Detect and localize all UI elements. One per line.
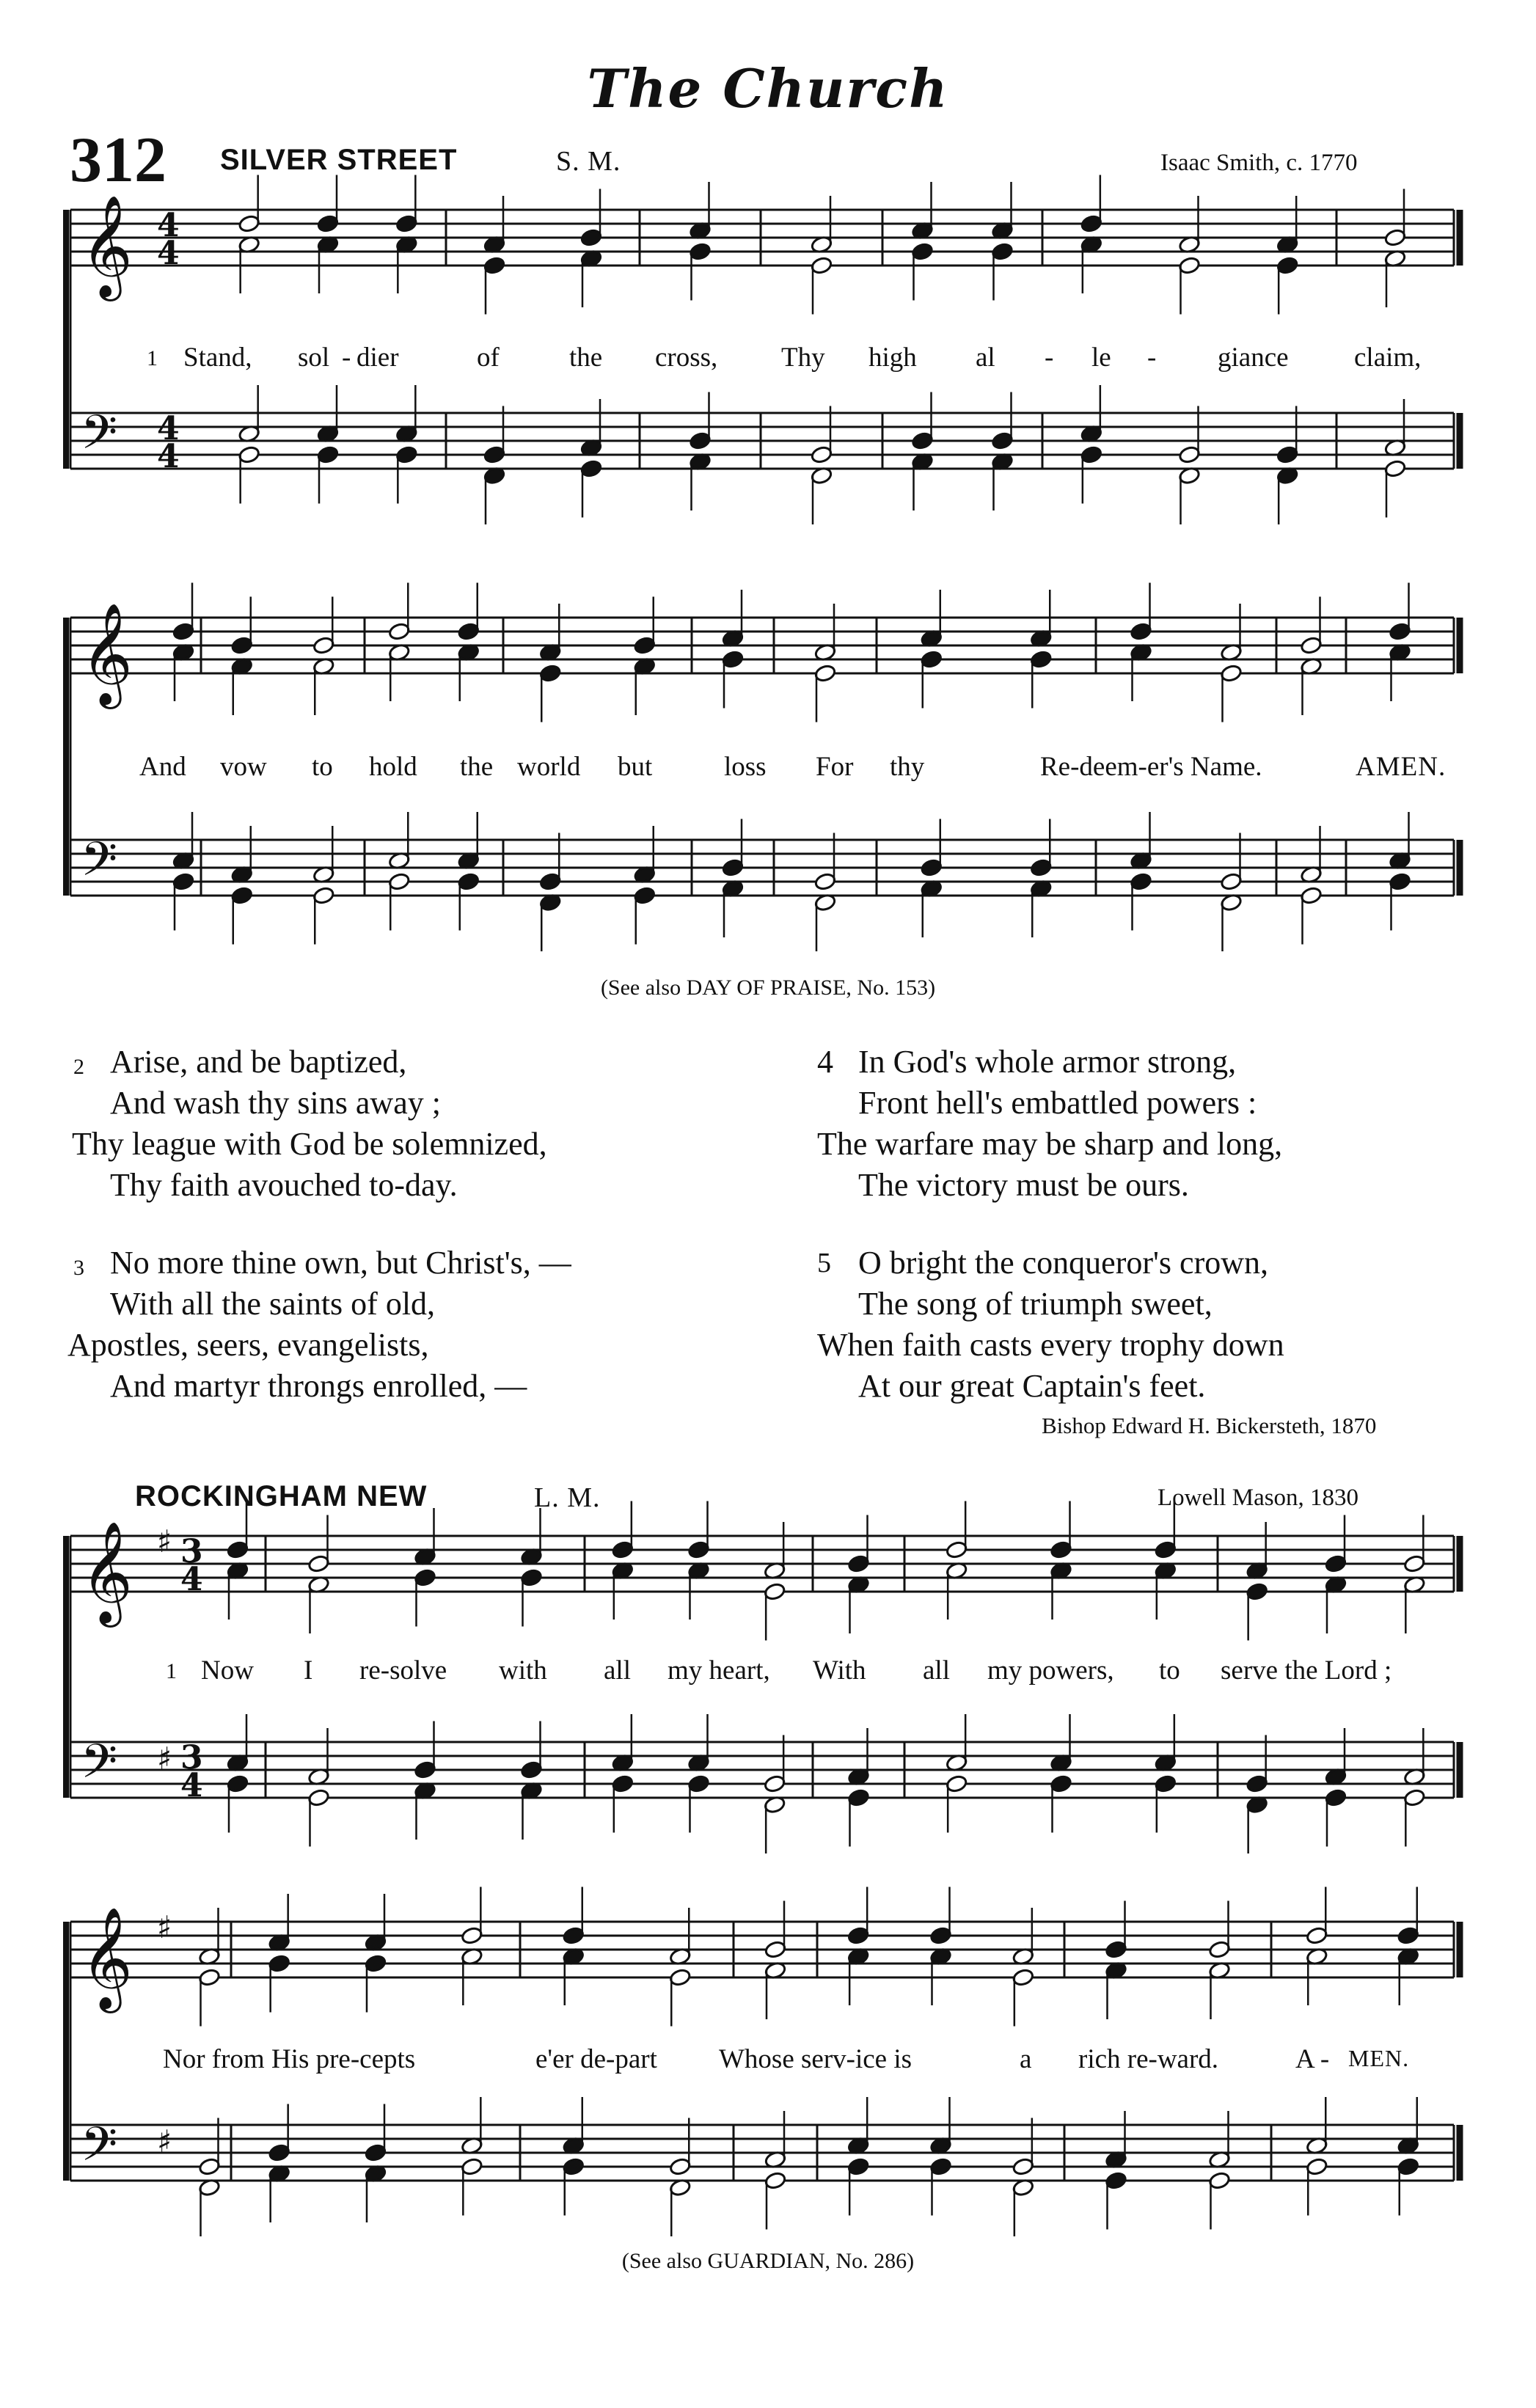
bass-clef: 𝄢 [81,832,118,899]
time-signature-bottom: 4 [180,1767,203,1804]
page-header: The Church [587,57,949,120]
note-head [1105,1940,1127,1959]
verse-number: 2 [73,1055,84,1079]
note-head [580,459,603,478]
note-head [483,256,506,275]
note-head [920,650,943,669]
note-head [1306,2157,1328,2176]
note-head [847,2157,870,2176]
note-head [687,1774,710,1793]
note-head [457,622,480,641]
note-head [612,1774,634,1793]
note-head [461,1926,483,1945]
note-head [227,1774,249,1793]
note-head [268,2143,290,2162]
note-head [312,886,335,905]
note-head [562,1926,585,1945]
note-head [520,1760,543,1779]
lyric-syllable: - [1045,343,1054,373]
note-head [457,872,480,891]
lyric-syllable: a [1020,2044,1032,2074]
note-head [312,636,335,655]
verse-line: The victory must be ours. [858,1167,1189,1203]
tune-name-rockingham-new: ROCKINGHAM NEW [135,1480,428,1512]
note-head [198,2157,221,2176]
treble-clef: 𝄞 [81,195,133,297]
lyric-syllable: all [604,1655,631,1686]
lyric-syllable: high [868,343,917,373]
note-head [539,664,562,683]
note-head [946,1540,968,1559]
verse-line: In God's whole armor strong, [858,1044,1237,1080]
note-head [461,2157,483,2176]
verse-line: With all the saints of old, [110,1286,436,1322]
note-head [764,1940,787,1959]
note-head [268,1954,290,1973]
lyric-syllable: AMEN. [1356,752,1447,782]
note-head [1178,445,1201,464]
note-head [227,1540,249,1559]
lyric-syllable: re-solve [359,1655,447,1686]
lyric-syllable: my heart, [668,1655,770,1686]
note-head [1246,1582,1268,1601]
key-sharp: ♯ [157,1523,172,1559]
lyric-syllable: Thy [781,343,825,373]
note-head [1384,459,1407,478]
note-head [1325,1554,1347,1573]
lyric-syllable: to [1159,1655,1180,1686]
tune-composer: Isaac Smith, c. 1770 [1160,150,1358,176]
note-head [764,1774,786,1793]
note-head [1300,886,1323,905]
note-head [687,1540,710,1559]
note-head [946,1774,968,1793]
note-head [669,2157,692,2176]
lyric-syllable: of [477,343,500,373]
text-author: Bishop Edward H. Bickersteth, 1870 [1042,1413,1377,1438]
time-signature-bottom: 4 [180,1561,203,1598]
lyric-syllable: Now [201,1655,254,1686]
note-head [230,636,253,655]
lyric-syllable: thy [890,752,925,782]
note-head [1080,445,1103,464]
verse-line: Arise, and be baptized, [110,1044,407,1080]
lyric-syllable: sol [298,343,330,373]
note-head [365,1954,387,1973]
note-head [395,445,418,464]
lyric-syllable: le [1091,343,1111,373]
verse-line: The song of triumph sweet, [858,1286,1213,1322]
lyric-syllable: serve the Lord ; [1221,1655,1392,1686]
note-head [238,445,260,464]
note-head [1030,650,1053,669]
note-head [1155,1774,1177,1793]
verse-line: When faith casts every trophy down [817,1327,1284,1363]
note-head [1080,214,1103,233]
time-signature-top: 3 [180,1533,203,1570]
note-head [689,431,712,450]
note-head [1105,2171,1127,2190]
note-head [1306,1926,1328,1945]
time-signature-top: 4 [157,207,180,244]
lyric-syllable: hold [369,752,417,782]
note-head [365,2143,387,2162]
verse-line: Front hell's embattled powers : [858,1085,1257,1121]
lyric-syllable: And [139,752,186,782]
note-head [580,228,603,247]
note-head [1220,872,1243,891]
tune-name-silver-street: SILVER STREET [220,144,458,176]
note-head [722,650,745,669]
note-head [1397,1926,1419,1945]
note-head [562,2157,585,2176]
note-head [847,1554,870,1573]
verse-number: 3 [73,1256,84,1280]
verse-line: At our great Captain's feet. [858,1368,1206,1404]
lyric-syllable: e'er de-part [535,2044,657,2074]
note-head [1050,1540,1072,1559]
lyric-syllable: Nor from His pre-cepts [163,2044,416,2074]
note-head [811,256,833,275]
note-head [230,886,253,905]
lyric-syllable: vow [220,752,267,782]
time-signature-bottom: 4 [157,438,180,475]
lyric-syllable: my powers, [987,1655,1114,1686]
lyric-syllable: but [618,752,653,782]
note-head [1325,1788,1347,1807]
lyric-syllable: With [813,1655,866,1686]
note-head [1012,1968,1035,1987]
note-head [414,1568,436,1587]
note-head [539,872,562,891]
note-head [911,242,934,261]
verse-line: Thy faith avouched to-day. [110,1167,458,1203]
bass-clef: 𝄢 [81,406,118,472]
verse-number: 1 [147,346,158,370]
note-head [722,858,745,877]
note-head [1397,2157,1419,2176]
lyric-syllable: claim, [1354,343,1422,373]
lyric-syllable: Re-deem-er's Name. [1040,752,1262,782]
note-head [814,664,837,683]
note-head [388,872,411,891]
note-head [1130,622,1152,641]
lyric-syllable: dier [356,343,399,373]
note-head [1389,872,1411,891]
note-head [612,1540,634,1559]
treble-clef: 𝄞 [81,1521,133,1623]
note-head [1246,1774,1268,1793]
verse-number: 5 [817,1248,831,1278]
note-head [172,872,195,891]
verse-number: 4 [817,1044,833,1080]
note-head [764,1582,786,1601]
note-head [307,1788,330,1807]
note-head [317,214,340,233]
key-sharp: ♯ [157,2123,172,2159]
verse-line: Apostles, seers, evangelists, [67,1327,429,1363]
lyric-syllable: Stand, [183,343,252,373]
note-head [1030,858,1053,877]
note-head [483,445,506,464]
verse-line: O bright the conqueror's crown, [858,1245,1269,1281]
lyric-syllable: - [342,343,351,373]
note-head [929,1926,952,1945]
note-head [520,1568,543,1587]
see-also-note: (See also DAY OF PRAISE, No. 153) [600,976,936,1000]
tune-meter: S. M. [556,146,621,177]
lyric-syllable: with [499,1655,547,1686]
note-head [1403,1554,1426,1573]
note-head [669,1968,692,1987]
hymn-number: 312 [70,125,167,196]
lyric-syllable: Whose serv-ice is [719,2044,913,2074]
note-head [238,214,260,233]
see-also-note: (See also GUARDIAN, No. 286) [621,2249,915,2273]
note-head [1220,664,1243,683]
note-head [689,242,712,261]
note-head [847,1926,870,1945]
lyric-syllable: MEN. [1348,2045,1410,2071]
tune-meter: L. M. [534,1482,601,1513]
note-head [1276,256,1299,275]
lyric-syllable: the [569,343,603,373]
note-head [1276,445,1299,464]
key-sharp: ♯ [157,1909,172,1945]
lyric-syllable: to [312,752,333,782]
bass-clef: 𝄢 [81,1735,118,1801]
lyric-syllable: loss [724,752,767,782]
note-head [920,858,943,877]
lyric-syllable: rich re-ward. [1078,2044,1219,2074]
note-head [1208,2171,1231,2190]
note-head [1050,1774,1072,1793]
note-head [1208,1940,1231,1959]
time-signature-top: 4 [157,410,180,447]
note-head [1384,228,1407,247]
note-head [929,2157,952,2176]
lyric-syllable: al [976,343,995,373]
note-head [198,1968,221,1987]
note-head [388,622,411,641]
note-head [811,445,833,464]
verse-line: The warfare may be sharp and long, [817,1126,1283,1162]
key-sharp: ♯ [157,1741,172,1776]
verse-number: 1 [166,1659,177,1683]
note-head [317,445,340,464]
note-head [911,431,934,450]
lyric-syllable: A - [1295,2044,1330,2074]
note-head [1155,1540,1177,1559]
treble-clef: 𝄞 [81,603,133,705]
note-head [764,2171,787,2190]
lyric-syllable: world [517,752,581,782]
note-head [1403,1788,1426,1807]
note-head [1300,636,1323,655]
note-head [991,431,1014,450]
lyric-syllable: the [460,752,494,782]
verse-line: And martyr throngs enrolled, — [110,1368,527,1404]
lyric-syllable: - [1147,343,1157,373]
lyric-syllable: cross, [655,343,718,373]
note-head [814,872,837,891]
lyric-syllable: I [304,1655,313,1686]
lyric-syllable: For [816,752,854,782]
time-signature-bottom: 4 [157,235,180,272]
note-head [172,622,195,641]
note-head [633,886,656,905]
lyric-syllable: all [923,1655,950,1686]
verse-line: And wash thy sins away ; [110,1085,441,1121]
note-head [633,636,656,655]
note-head [1130,872,1152,891]
note-head [395,214,418,233]
verse-line: No more thine own, but Christ's, — [110,1245,571,1281]
note-head [847,1788,870,1807]
time-signature-top: 3 [180,1739,203,1776]
note-head [1178,256,1201,275]
note-head [307,1554,330,1573]
treble-clef: 𝄞 [81,1907,133,2009]
bass-clef: 𝄢 [81,2118,118,2184]
note-head [1012,2157,1035,2176]
tune-composer: Lowell Mason, 1830 [1158,1485,1359,1511]
note-head [1389,622,1411,641]
lyric-syllable: giance [1218,343,1289,373]
verse-line: Thy league with God be solemnized, [72,1126,547,1162]
note-head [414,1760,436,1779]
note-head [991,242,1014,261]
